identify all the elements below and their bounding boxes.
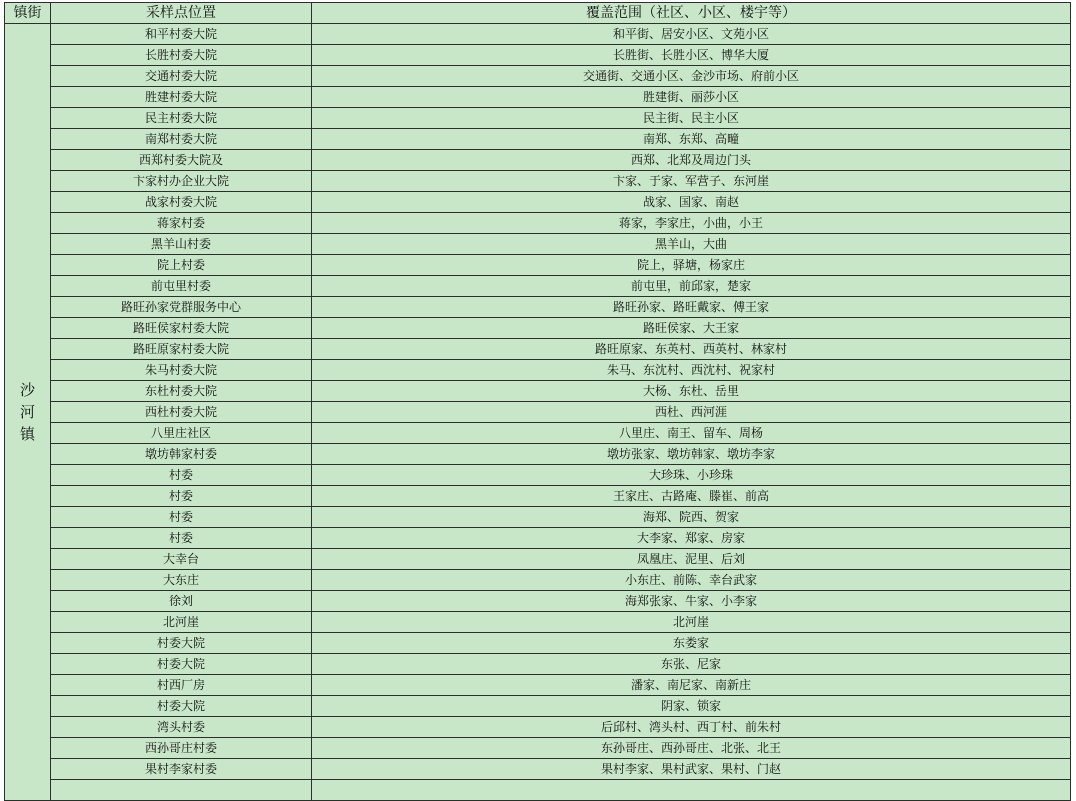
coverage-cell[interactable]: 卞家、于家、军营子、东河崖 [312,171,1071,192]
location-cell[interactable]: 和平村委大院 [51,24,312,45]
sampling-sites-table [4,2,1071,801]
location-cell[interactable]: 黑羊山村委 [51,234,312,255]
coverage-cell[interactable]: 院上，驿塘，杨家庄 [312,255,1071,276]
coverage-cell[interactable]: 民主街、民主小区 [312,108,1071,129]
table-row [5,696,1071,717]
header-coverage[interactable]: 覆盖范围（社区、小区、楼宇等） [312,3,1071,24]
location-cell[interactable]: 墩坊韩家村委 [51,444,312,465]
coverage-cell[interactable]: 蒋家，李家庄，小曲，小王 [312,213,1071,234]
coverage-cell[interactable]: 路旺原家、东英村、西英村、林家村 [312,339,1071,360]
table-row [5,297,1071,318]
table-row [5,780,1071,801]
table-row [5,171,1071,192]
coverage-cell[interactable]: 凤凰庄、泥里、后刘 [312,549,1071,570]
location-cell[interactable]: 村委 [51,507,312,528]
table-row [5,192,1071,213]
table-row [5,66,1071,87]
table-row [5,87,1071,108]
coverage-cell[interactable] [312,780,1071,801]
location-cell[interactable]: 大东庄 [51,570,312,591]
location-cell[interactable]: 西孙哥庄村委 [51,738,312,759]
table-row [5,255,1071,276]
table-row [5,24,1071,45]
coverage-cell[interactable]: 果村李家、果村武家、果村、门赵 [312,759,1071,780]
coverage-cell[interactable]: 墩坊张家、墩坊韩家、墩坊李家 [312,444,1071,465]
coverage-cell[interactable]: 小东庄、前陈、幸台武家 [312,570,1071,591]
table-row [5,444,1071,465]
location-cell[interactable]: 卞家村办企业大院 [51,171,312,192]
location-cell[interactable]: 北河崖 [51,612,312,633]
location-cell[interactable]: 交通村委大院 [51,66,312,87]
coverage-cell[interactable]: 战家、国家、南赵 [312,192,1071,213]
town-cell[interactable] [5,24,51,801]
location-cell[interactable]: 胜建村委大院 [51,87,312,108]
location-cell[interactable]: 南郑村委大院 [51,129,312,150]
coverage-cell[interactable]: 海郑、院西、贺家 [312,507,1071,528]
table-row [5,276,1071,297]
coverage-cell[interactable]: 长胜街、长胜小区、博华大厦 [312,45,1071,66]
location-cell[interactable]: 湾头村委 [51,717,312,738]
table-row [5,570,1071,591]
coverage-cell[interactable]: 阴家、锁家 [312,696,1071,717]
location-cell[interactable] [51,780,312,801]
coverage-cell[interactable]: 大杨、东杜、岳里 [312,381,1071,402]
table-row [5,738,1071,759]
location-cell[interactable]: 长胜村委大院 [51,45,312,66]
coverage-cell[interactable]: 大李家、郑家、房家 [312,528,1071,549]
location-cell[interactable]: 村西厂房 [51,675,312,696]
location-cell[interactable]: 八里庄社区 [51,423,312,444]
location-cell[interactable]: 村委 [51,528,312,549]
location-cell[interactable]: 村委 [51,486,312,507]
table-row [5,654,1071,675]
table-row [5,486,1071,507]
header-location[interactable]: 采样点位置 [51,3,312,24]
coverage-cell[interactable]: 朱马、东沈村、西沈村、祝家村 [312,360,1071,381]
table-row [5,675,1071,696]
coverage-cell[interactable]: 后邱村、湾头村、西丁村、前朱村 [312,717,1071,738]
coverage-cell[interactable]: 路旺侯家、大王家 [312,318,1071,339]
table-row [5,108,1071,129]
coverage-cell[interactable]: 东娄家 [312,633,1071,654]
coverage-cell[interactable]: 西郑、北郑及周边门头 [312,150,1071,171]
location-cell[interactable]: 村委大院 [51,633,312,654]
coverage-cell[interactable]: 黑羊山，大曲 [312,234,1071,255]
location-cell[interactable]: 院上村委 [51,255,312,276]
location-cell[interactable]: 村委大院 [51,654,312,675]
table-row [5,528,1071,549]
coverage-cell[interactable]: 潘家、南尼家、南新庄 [312,675,1071,696]
coverage-cell[interactable]: 胜建街、丽莎小区 [312,87,1071,108]
location-cell[interactable]: 徐刘 [51,591,312,612]
location-cell[interactable]: 民主村委大院 [51,108,312,129]
table-row [5,213,1071,234]
table-row [5,318,1071,339]
table-row [5,759,1071,780]
location-cell[interactable]: 路旺侯家村委大院 [51,318,312,339]
location-cell[interactable]: 路旺原家村委大院 [51,339,312,360]
location-cell[interactable]: 朱马村委大院 [51,360,312,381]
table-row [5,360,1071,381]
table-row [5,402,1071,423]
location-cell[interactable]: 大幸台 [51,549,312,570]
location-cell[interactable]: 村委 [51,465,312,486]
table-row [5,45,1071,66]
coverage-cell[interactable]: 八里庄、南王、留车、周杨 [312,423,1071,444]
coverage-cell[interactable]: 南郑、东郑、高疃 [312,129,1071,150]
table-row [5,633,1071,654]
location-cell[interactable]: 蒋家村委 [51,213,312,234]
location-cell[interactable]: 村委大院 [51,696,312,717]
table-row [5,612,1071,633]
coverage-cell[interactable]: 路旺孙家、路旺戴家、傅王家 [312,297,1071,318]
coverage-cell[interactable]: 交通街、交通小区、金沙市场、府前小区 [312,66,1071,87]
coverage-cell[interactable]: 西杜、西河涯 [312,402,1071,423]
coverage-cell[interactable]: 王家庄、古路庵、滕崔、前高 [312,486,1071,507]
location-cell[interactable]: 东杜村委大院 [51,381,312,402]
table-row [5,381,1071,402]
header-row [5,3,1071,24]
table-row [5,717,1071,738]
location-cell[interactable]: 前屯里村委 [51,276,312,297]
location-cell[interactable]: 战家村委大院 [51,192,312,213]
location-cell[interactable]: 果村李家村委 [51,759,312,780]
coverage-cell[interactable]: 东孙哥庄、西孙哥庄、北张、北王 [312,738,1071,759]
table-row [5,591,1071,612]
coverage-cell[interactable]: 东张、尼家 [312,654,1071,675]
coverage-cell[interactable]: 北河崖 [312,612,1071,633]
location-cell[interactable]: 路旺孙家党群服务中心 [51,297,312,318]
table-row [5,150,1071,171]
table-row [5,234,1071,255]
location-cell[interactable]: 西郑村委大院及 [51,150,312,171]
table-row [5,465,1071,486]
header-town[interactable]: 镇街 [5,3,51,24]
table-row [5,549,1071,570]
coverage-cell[interactable]: 大珍珠、小珍珠 [312,465,1071,486]
coverage-cell[interactable]: 和平街、居安小区、文苑小区 [312,24,1071,45]
location-cell[interactable]: 西杜村委大院 [51,402,312,423]
table-body [5,24,1071,801]
table-row [5,339,1071,360]
town-name: 沙河镇 [19,381,35,443]
coverage-cell[interactable]: 前屯里，前邱家，楚家 [312,276,1071,297]
table-row [5,423,1071,444]
coverage-cell[interactable]: 海郑张家、牛家、小李家 [312,591,1071,612]
table-row [5,507,1071,528]
table-row [5,129,1071,150]
